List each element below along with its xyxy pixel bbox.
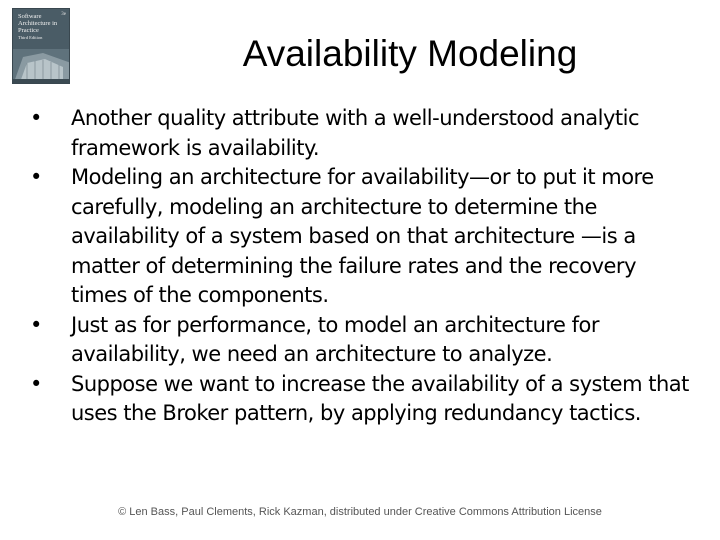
bullet-glyph: • [30, 312, 42, 337]
book-cover-title-text: Software Architecture in Practice [18, 13, 58, 34]
bullet-item [30, 311, 690, 370]
bullet-glyph: • [30, 165, 42, 189]
book-cover-edition-mark: 3e [61, 12, 66, 17]
bullet-glyph: • [30, 106, 42, 130]
bullet-text: Suppose we want to increase the availability of a system that uses the Broker pattern, by applying redundancy tactics. [71, 371, 689, 425]
slide-footer [0, 506, 720, 518]
bullet-glyph: • [30, 371, 42, 396]
book-cover-title [18, 13, 66, 41]
bullet-text: Modeling an architecture for availability—or to put it more carefully, modeling an architecture to determine the availability of a system based on that architecture —is a matter of determining the failure rates and the recovery times of the components. [71, 165, 654, 307]
copyright-text: © Len Bass, Paul Clements, Rick Kazman, distributed under Creative Commons Attribution License [118, 506, 602, 518]
bullet-text: Another quality attribute with a well-understood analytic framework is availability. [71, 106, 640, 160]
book-cover-subtitle-text: Third Edition [18, 35, 43, 40]
bullet-text: Just as for performance, to model an architecture for availability, we need an architecture to analyze. [71, 312, 600, 366]
bullet-item [30, 163, 690, 311]
book-cover-image [12, 8, 70, 84]
book-cover-building-graphic [13, 49, 70, 84]
bullet-item [30, 104, 690, 163]
bullet-item [30, 370, 690, 429]
bullet-list [30, 104, 690, 429]
slide-title: Availability Modeling [242, 33, 578, 74]
